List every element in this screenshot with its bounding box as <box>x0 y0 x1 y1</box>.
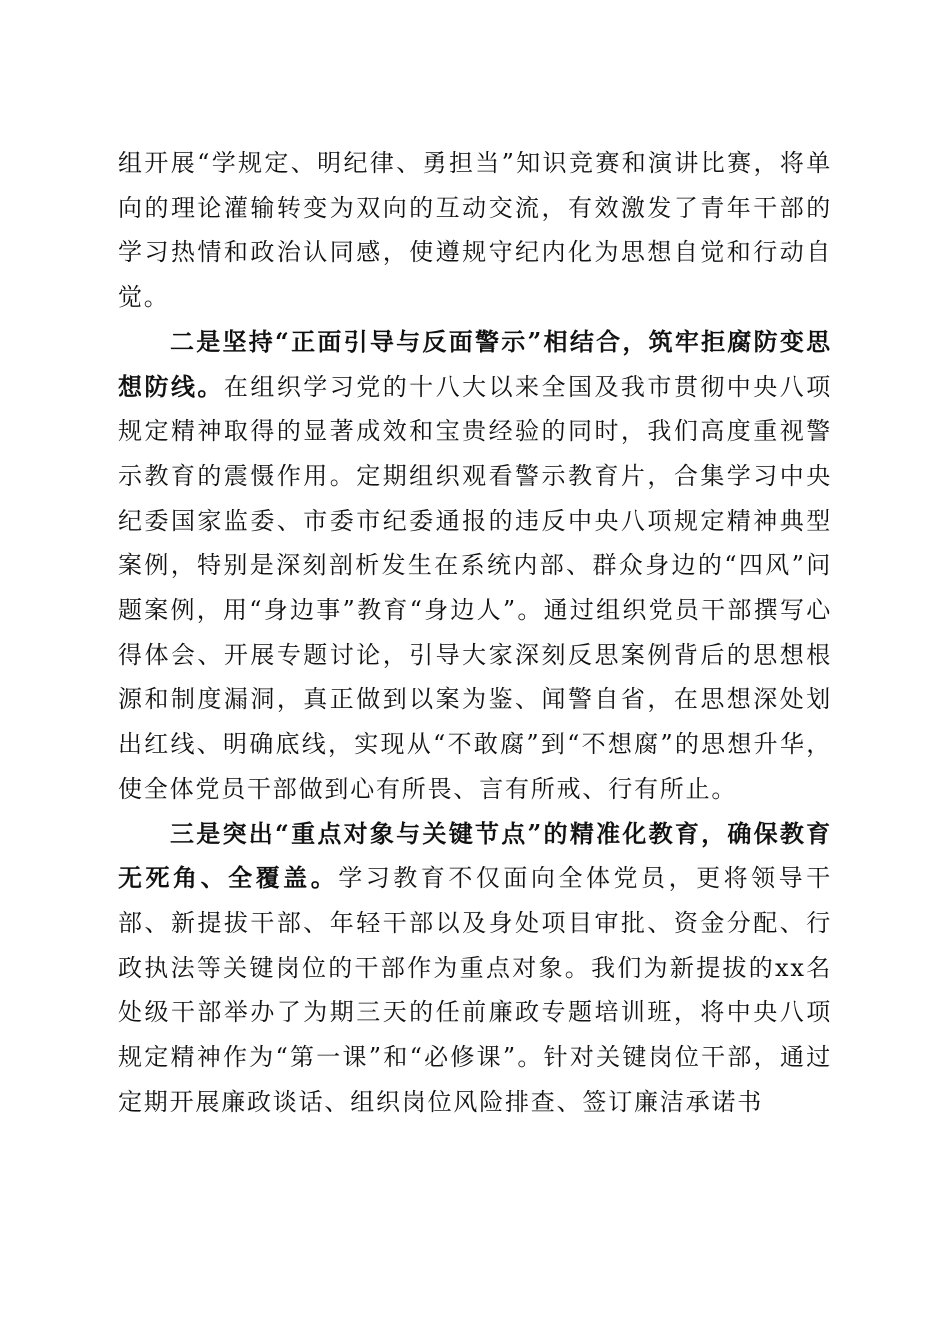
paragraph-1-text: 组开展“学规定、明纪律、勇担当”知识竞赛和演讲比赛，将单向的理论灌输转变为双向的互动交流，有效激发了青年干部的学习热情和政治认同感，使遵规守纪内化为思想自觉和行动自觉。 <box>118 149 832 312</box>
paragraph-3-lead: 三是突出“重点对象与关键节点”的精准化教育，确保教育无死角、全覆盖。 <box>118 818 832 893</box>
paragraph-3 <box>118 812 832 1125</box>
paragraph-2-lead: 二是坚持“正面引导与反面警示”相结合，筑牢拒腐防变思想防线。 <box>118 326 832 401</box>
paragraph-2 <box>118 320 832 812</box>
paragraph-2-text: 在组织学习党的十八大以来全国及我市贯彻中央八项规定精神取得的显著成效和宝贵经验的同时，我们高度重视警示教育的震慑作用。定期组织观看警示教育片，合集学习中央纪委国家监委、市委市纪委通报的违反中央八项规定精神典型案例，特别是深刻剖析发生在系统内部、群众身边的“四风”问题案例，用“身边事”教育“身边人”。通过组织党员干部撰写心得体会、开展专题讨论，引导大家深刻反思案例背后的思想根源和制度漏洞，真正做到以案为鉴、闻警自省，在思想深处划出红线、明确底线，实现从“不敢腐”到“不想腐”的思想升华，使全体党员干部做到心有所畏、言有所戒、行有所止。 <box>118 372 833 803</box>
paragraph-3-text: 学习教育不仅面向全体党员，更将领导干部、新提拔干部、年轻干部以及身处项目审批、资金分配、行政执法等关键岗位的干部作为重点对象。我们为新提拔的xx名处级干部举办了为期三天的任前廉政专题培训班，将中央八项规定精神作为“第一课”和“必修课”。针对关键岗位干部，通过定期开展廉政谈话、组织岗位风险排查、签订廉洁承诺书 <box>118 864 833 1116</box>
paragraph-1 <box>118 141 832 320</box>
document-body <box>118 141 832 1124</box>
